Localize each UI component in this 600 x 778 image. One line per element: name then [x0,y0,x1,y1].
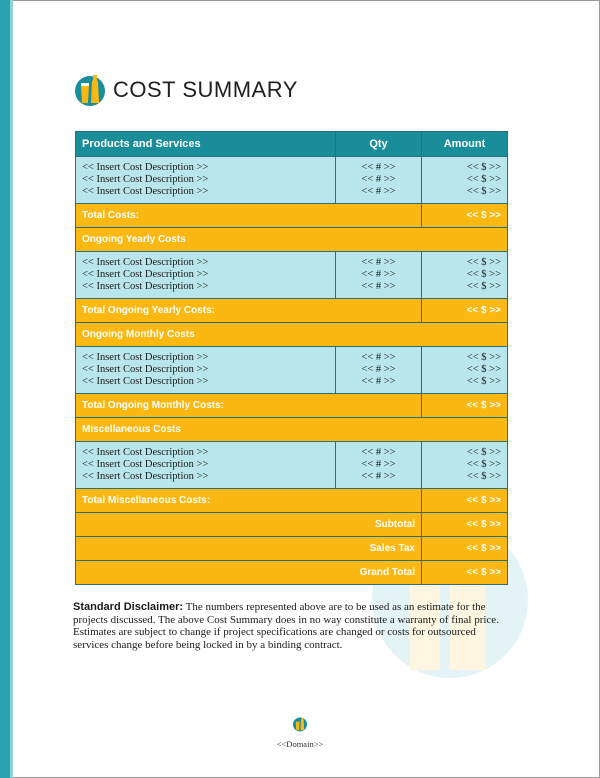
grand-total-label: Grand Total [76,561,422,585]
subtotal-label: Subtotal [76,513,422,537]
cost-description: << Insert Cost Description >> [82,162,209,173]
left-accent-bar [0,0,10,778]
page-title: COST SUMMARY [113,77,298,102]
cost-description-cell[interactable] [76,252,336,299]
amount-value: << $ >> [466,257,501,268]
beverages-logo-icon [75,73,105,107]
cost-description-cell[interactable] [76,442,336,489]
amount-value: << $ >> [466,376,501,387]
page-footer [0,716,600,752]
total-row [76,299,508,323]
qty-cell[interactable] [336,252,422,299]
sales-tax-value[interactable]: << $ >> [422,537,508,561]
cost-description: << Insert Cost Description >> [82,447,209,458]
total-value[interactable]: << $ >> [422,299,508,323]
standard-disclaimer [73,601,513,651]
col-products-services: Products and Services [76,132,336,157]
subtotal-value[interactable]: << $ >> [422,513,508,537]
amount-value: << $ >> [466,162,501,173]
amount-cell[interactable] [422,442,508,489]
amount-value: << $ >> [466,269,501,280]
table-row [76,252,508,299]
total-row [76,489,508,513]
disclaimer-label: Standard Disclaimer: [73,601,184,613]
qty-cell[interactable] [336,442,422,489]
amount-value: << $ >> [466,459,501,470]
cost-description-cell[interactable] [76,157,336,204]
page-header [75,72,298,108]
section-header: Ongoing Monthly Costs [76,323,508,347]
section-header-row [76,228,508,252]
cost-summary-table [75,131,508,585]
cost-description: << Insert Cost Description >> [82,352,209,363]
qty-cell[interactable] [336,157,422,204]
amount-value: << $ >> [466,352,501,363]
grand-total-row [76,561,508,585]
amount-value: << $ >> [466,364,501,375]
table-row [76,347,508,394]
cost-description: << Insert Cost Description >> [82,269,209,280]
amount-cell[interactable] [422,347,508,394]
qty-value: << # >> [361,376,396,387]
qty-value: << # >> [361,174,396,185]
qty-value: << # >> [361,257,396,268]
table-row [76,442,508,489]
col-amount: Amount [422,132,508,157]
total-label: Total Ongoing Yearly Costs: [76,299,422,323]
col-qty: Qty [336,132,422,157]
subtotal-row [76,513,508,537]
amount-value: << $ >> [466,447,501,458]
cost-description: << Insert Cost Description >> [82,376,209,387]
cost-description: << Insert Cost Description >> [82,364,209,375]
section-header-row [76,418,508,442]
qty-value: << # >> [361,447,396,458]
amount-value: << $ >> [466,186,501,197]
amount-value: << $ >> [466,281,501,292]
qty-value: << # >> [361,269,396,280]
disclaimer-text: The numbers represented above are to be used as an estimate for the projects discussed. The above Cost Summary does in no way constitute a warranty of final price. Estimates are subject to change if project specifications are changed or costs for outsourced services change before being locked in by a binding contract. [73,601,499,651]
left-accent-stripe [10,0,13,778]
amount-cell[interactable] [422,157,508,204]
qty-value: << # >> [361,352,396,363]
cost-description: << Insert Cost Description >> [82,174,209,185]
table-row [76,157,508,204]
qty-value: << # >> [361,186,396,197]
cost-description: << Insert Cost Description >> [82,281,209,292]
cost-description: << Insert Cost Description >> [82,471,209,482]
amount-value: << $ >> [466,471,501,482]
total-value[interactable]: << $ >> [422,489,508,513]
cost-description: << Insert Cost Description >> [82,186,209,197]
sales-tax-label: Sales Tax [76,537,422,561]
qty-value: << # >> [361,471,396,482]
amount-cell[interactable] [422,252,508,299]
qty-value: << # >> [361,459,396,470]
qty-value: << # >> [361,364,396,375]
section-header-row [76,323,508,347]
cost-description-cell[interactable] [76,347,336,394]
total-row [76,394,508,418]
footer-domain: <<Domain>> [276,739,324,749]
table-header-row [76,132,508,157]
amount-value: << $ >> [466,174,501,185]
section-header: Ongoing Yearly Costs [76,228,508,252]
qty-value: << # >> [361,162,396,173]
total-label: Total Ongoing Monthly Costs: [76,394,422,418]
cost-description: << Insert Cost Description >> [82,459,209,470]
total-value[interactable]: << $ >> [422,204,508,228]
total-value[interactable]: << $ >> [422,394,508,418]
footer-logo-icon [293,716,307,732]
section-header: Miscellaneous Costs [76,418,508,442]
grand-total-value[interactable]: << $ >> [422,561,508,585]
qty-cell[interactable] [336,347,422,394]
sales-tax-row [76,537,508,561]
cost-description: << Insert Cost Description >> [82,257,209,268]
total-label: Total Miscellaneous Costs: [76,489,422,513]
qty-value: << # >> [361,281,396,292]
total-label: Total Costs: [76,204,422,228]
total-row [76,204,508,228]
